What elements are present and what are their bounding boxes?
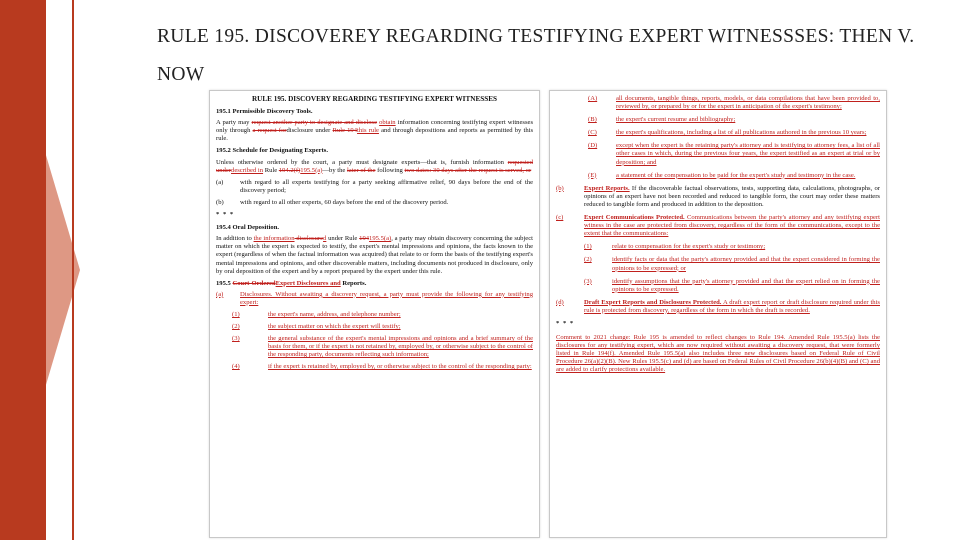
disclosure-subitem: (E) a statement of the compensation to be paid for the expert's study and testimony in the case. bbox=[588, 171, 856, 179]
disclosure-item: (1) the expert's name, address, and telephone number; bbox=[232, 310, 401, 318]
omission-stars: * * * bbox=[556, 319, 575, 327]
disclosure-item: (2) the subject matter on which the expert will testify; bbox=[232, 323, 401, 331]
comment-2021-change: Comment to 2021 change: Rule 195 is amended to reflect changes to Rule 194. Amended Rule 195.5(a) lists the disclosures for any testifying expert, which are now required without awaiting a discovery request, that were formerly listed in Rule 194(f). Amended Rule 195.5(a) also includes three new disclosures based on Federal Rule of Civil Procedure 26(a)(2)(B). New Rules 195.5(c) and (d) are based on Federal Rules of Civil Procedure 26(b)(4)(B) and (C) and are added to clarify protections available. bbox=[556, 334, 880, 374]
disclosure-item: (4) if the expert is retained by, employed by, or otherwise subject to the control of the responding party: bbox=[232, 363, 532, 371]
section-195-1-heading: 195.1 Permissible Discovery Tools. bbox=[216, 108, 313, 116]
disclosure-subitem: (B) the expert's current resume and bibliography; bbox=[588, 116, 736, 124]
left-accent-band bbox=[0, 0, 46, 540]
section-195-5-b: (b) Expert Reports. If the discoverable factual observations, tests, supporting data, calculations, photographs, or opinions of an expert have not been recorded and reduced to tangible form, the court may order these matters reduced to tangible form and produced in addition to the deposition. bbox=[556, 184, 880, 208]
section-195-1-text: A party may request another party to designate and disclose obtain information concerning testifying expert witnesses only through a request fordisclosure under Rule 194this rule and through depositions and reports as permitted by this rule. bbox=[216, 119, 534, 143]
slide-title: RULE 195. DISCOVEREY REGARDING TESTIFYING EXPERT WITNESSSES: THEN V. NOW bbox=[157, 26, 915, 85]
communication-item: (2) identify facts or data that the party's attorney provided and that the expert considered in forming the opinions to be expressed; or bbox=[584, 256, 880, 272]
section-195-2-item: (a) with regard to all experts testifying for a party seeking affirmative relief, 90 days before the end of the discovery period; bbox=[216, 178, 533, 194]
disclosure-subitem: (C) the expert's qualifications, including a list of all publications authored in the previous 10 years; bbox=[588, 129, 867, 137]
communication-item: (3) identify assumptions that the party's attorney provided and that the expert relied on in forming the opinions to be expressed. bbox=[584, 277, 880, 293]
section-195-5-d: (d) Draft Expert Reports and Disclosures Protected. A draft expert report or draft disclosure required under this rule is protected from discovery, regardless of the form in which the draft is recorded. bbox=[556, 298, 880, 314]
rule-document-page-left bbox=[209, 90, 540, 538]
document-heading: RULE 195. DISCOVERY REGARDING TESTIFYING EXPERT WITNESSES bbox=[251, 95, 498, 103]
section-195-2-heading: 195.2 Schedule for Designating Experts. bbox=[216, 147, 328, 155]
section-195-5-c: (c) Expert Communications Protected. Communications between the party's attorney and any testifying expert witness in the case are protected from discovery, regardless of the form of the communications, except to the extent that the communications: bbox=[556, 214, 880, 238]
section-195-4-heading: 195.4 Oral Deposition. bbox=[216, 224, 280, 232]
communication-item: (1) relate to compensation for the expert's study or testimony; bbox=[584, 243, 766, 251]
section-195-5-heading: 195.5 Court-OrderedExpert Disclosures and Reports. bbox=[216, 279, 367, 287]
section-195-5-a: (a) Disclosures. Without awaiting a discovery request, a party must provide the following for any testifying expert: bbox=[216, 290, 533, 306]
disclosure-subitem: (A) all documents, tangible things, reports, models, or data compilations that have been provided to, reviewed by, or prepared by or for the expert in anticipation of the expert's testimony; bbox=[588, 95, 880, 111]
section-195-2-text: Unless otherwise ordered by the court, a party must designate experts—that is, furnish information requested underdescribed in Rule 194.2(f)195.5(a)—by the later of the following two dates: 30 days after the request is served, or bbox=[216, 158, 533, 174]
section-195-2-item: (b) with regard to all other experts, 60 days before the end of the discovery period. bbox=[216, 198, 449, 206]
rule-document-page-right bbox=[549, 90, 887, 538]
disclosure-item: (3) the general substance of the expert's mental impressions and opinions and a brief summary of the basis for them, or if the expert is not retained by, employed by, or otherwise subject to the control of the responding party, documents reflecting such information; bbox=[232, 335, 533, 359]
disclosure-subitem: (D) except when the expert is the retaining party's attorney and is testifying to attorney fees, a list of all other cases in which, during the previous four years, the expert testified as an expert at trial or by deposition; and bbox=[588, 142, 880, 166]
left-accent-line bbox=[72, 0, 74, 540]
section-195-4-text: In addition to the information disclosured under Rule 194195.5(a), a party may obtain discovery concerning the subject matter on which the expert is expected to testify, the expert's mental impressions and opinions, the facts known to the expert (regardless of when the factual information was acquired) that relate to or form the basis of the testifying expert's mental impressions and opinions, and other discoverable matters, including documents not produced in disclosure, only by oral deposition of the expert and by a report prepared by the expert under this rule. bbox=[216, 235, 533, 275]
omission-stars: * * * bbox=[216, 211, 235, 219]
